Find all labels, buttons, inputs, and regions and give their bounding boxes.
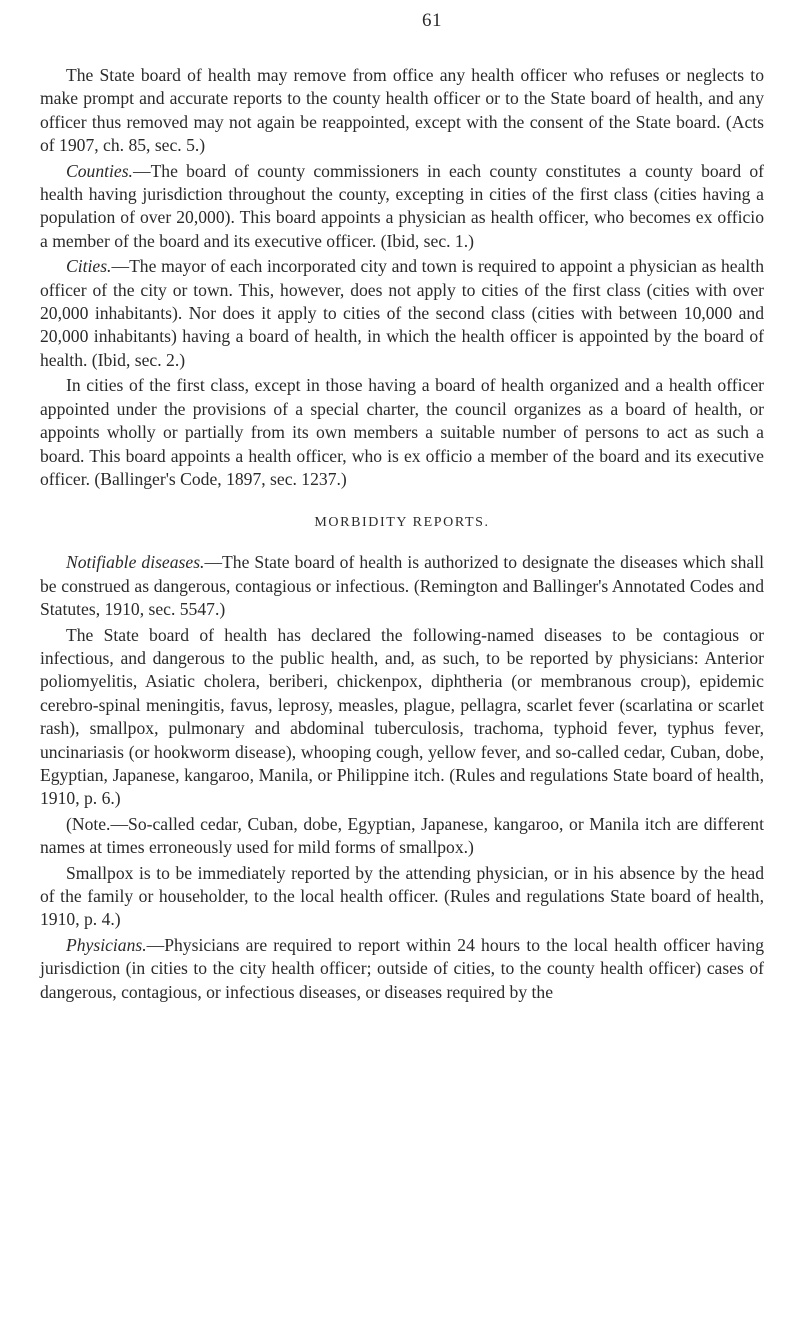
paragraph-text: Smallpox is to be immediately reported by the attending physician, or in his absence by the head of the family or householder, to the local health officer. (Rules and regulations State board of health, 1910, p. 4.) — [40, 862, 764, 930]
section-heading: MORBIDITY REPORTS. — [314, 515, 490, 531]
paragraph-text: In cities of the first class, except in those having a board of health organized and a health officer appointed under the provisions of a special charter, the council organizes as a board of health, or appoints wholly or partially from its own members a suitable number of persons to act as such a board. This board appoints a health officer, who is ex officio a member of the board and its executive officer. (Ballinger's Code, 1897, sec. 1237.) — [40, 375, 764, 489]
paragraph-text: —The State board of health is authorized to designate the diseases which shall be construed as dangerous, contagious or infectious. (Remington and Ballinger's Annotated Codes and Statutes, 1910, sec. 5547.) — [40, 552, 764, 620]
paragraph — [40, 624, 764, 811]
text-body — [40, 64, 764, 1004]
paragraph — [40, 255, 764, 372]
paragraph-lead: Counties. — [66, 160, 133, 181]
paragraph — [40, 160, 764, 254]
paragraph — [40, 934, 764, 1004]
paragraph-text: The State board of health has declared the following-named diseases to be contagious or infectious, and dangerous to the public health, and, as such, to be reported by physicians: Anterior poliomyelitis, Asiatic cholera, beriberi, chickenpox, diphtheria (or membranous croup), epidemic cerebro-spinal meningitis, favus, leprosy, measles, plague, pellagra, scarlet fever (scarlatina or scarlet rash), smallpox, pulmonary and abdominal tuberculosis, trachoma, typhoid fever, typhus fever, uncinariasis (or hookworm disease), whooping cough, yellow fever, and so-called cedar, Cuban, dobe, Egyptian, Japanese, kangaroo, Manila, or Philippine itch. (Rules and regulations State board of health, 1910, p. 6.) — [40, 624, 764, 809]
paragraphs-top — [40, 64, 764, 491]
paragraph — [40, 64, 764, 158]
paragraph-text: —The board of county commissioners in each county constitutes a county board of health having jurisdiction throughout the county, excepting in cities of the first class (cities having a population of over 20,000). This board appoints a physician as health officer, who becomes ex officio a member of the board and its executive officer. (Ibid, sec. 1.) — [40, 160, 764, 251]
paragraph-text: —Physicians are required to report within 24 hours to the local health officer having jurisdiction (in cities to the city health officer; outside of cities, to the county health officer) cases of dangerous, contagious, or infectious diseases, or diseases required by the — [40, 934, 764, 1002]
paragraph — [40, 551, 764, 621]
paragraph-text: The State board of health may remove from office any health officer who refuses or neglects to make prompt and accurate reports to the county health officer or to the State board of health, and any officer thus removed may not again be reappointed, except with the consent of the State board. (Acts of 1907, ch. 85, sec. 5.) — [40, 65, 764, 156]
paragraph-lead: Physicians. — [66, 934, 147, 955]
paragraph-text: —The mayor of each incorporated city and town is required to appoint a physician as health officer of the city or town. This, however, does not apply to cities of the first class (cities with over 20,000 inhabitants). Nor does it apply to cities of the second class (cities with between 10,000 and 20,000 inhabitants) having a board of health, in which the health officer is appointed by the board of health. (Ibid, sec. 2.) — [40, 256, 764, 370]
paragraph-lead: Cities. — [66, 256, 112, 277]
paragraph — [40, 374, 764, 491]
page-number: 61 — [422, 10, 442, 31]
paragraph — [40, 813, 764, 860]
paragraph-lead: Notifiable diseases. — [66, 552, 205, 573]
paragraphs-bottom — [40, 551, 764, 1004]
paragraph-text: (Note.—So-called cedar, Cuban, dobe, Egyptian, Japanese, kangaroo, or Manila itch are different names at times erroneously used for mild forms of smallpox.) — [40, 813, 764, 858]
paragraph — [40, 862, 764, 932]
